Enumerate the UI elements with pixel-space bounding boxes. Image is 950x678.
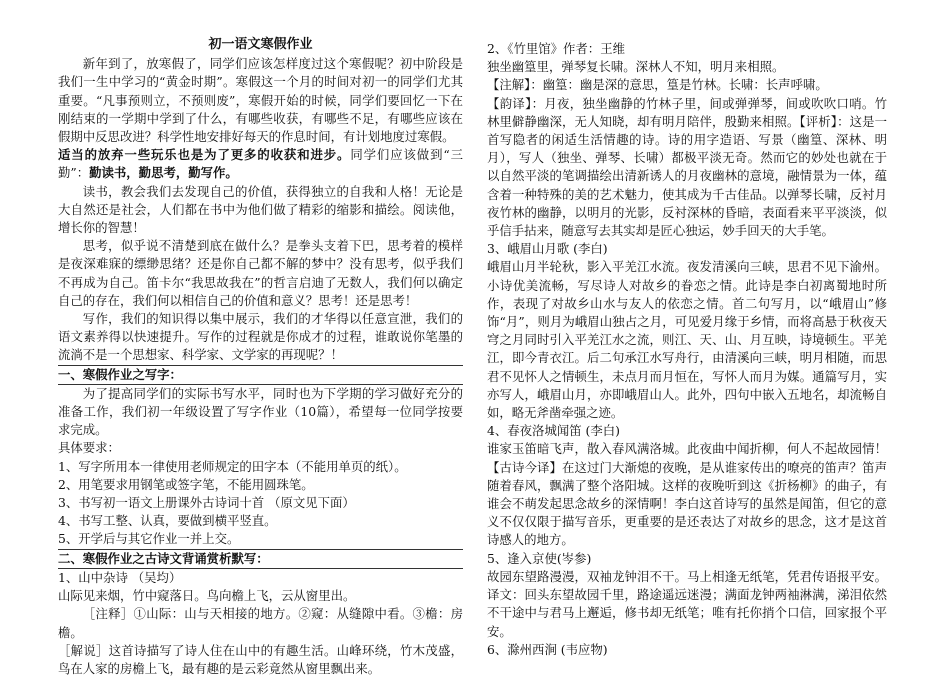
page-title: 初一语文寒假作业	[208, 37, 313, 52]
poem2-text: 独坐幽篁里，弹琴复长啸。深林人不知，明月来相照。	[487, 59, 785, 75]
requirement-item: 4、书写工整、认真，要做到横平竖直。	[58, 513, 277, 529]
poem1-text: 山际见来烟，竹中窥落日。鸟向檐上飞，云从窗里出。	[58, 588, 356, 604]
poem1-explanation: ［解说］这首诗描写了诗人住在山中的有趣生活。山峰环绕，竹木茂盛，鸟在人家的房檐上飞，最有趣的是云彩竟然从窗里飘出来。	[58, 642, 463, 676]
three-diligence-items: 勤读书，勤思考，勤写作。	[89, 165, 238, 181]
three-diligence-text: 同学们应该做到“三勤”：	[58, 147, 464, 181]
give-up-play-text: 适当的放弃一些玩乐也是为了更多的收获和进步。	[58, 147, 351, 163]
thinking-paragraph: 思考，似乎说不清楚到底在做什么？是拳头支着下巴，思考着的模样是夜深难寐的缥缈思绪？还是你自己都不解的梦中？没有思考，似乎我们不再成为自己。笛卡尔“我思故我在”的哲言启迪了无数人，我们何以确定自己的存在，我们何以相信自己的价值和意义？思考！还是思考！	[58, 238, 463, 308]
intro-paragraph: 新年到了，放寒假了，同学们应该怎样度过这个寒假呢？初中阶段是我们一生中学习的“黄金时期”。寒假这一个月的时间对初一的同学们尤其重要。“凡事预则立，不预则废”，寒假开始的时候，同学们要回忆一下在刚结束的一学期中学到了什么，有哪些收获，有哪些不足，有哪些应该在假期中反思改进？科学性地安排好每天的作息时间，有计划地度过寒假。	[58, 56, 463, 145]
poem2-title: 2、《竹里馆》作者：王维	[487, 41, 625, 56]
requirement-item: 3、书写初一语文上册课外古诗词十首 （原文见下面）	[58, 495, 355, 511]
poem1-note: ［注释］①山际：山与天相接的地方。②窥：从缝隙中看。③檐：房檐。	[58, 606, 463, 640]
right-column	[487, 40, 887, 659]
poem4-text: 谁家玉笛暗飞声，散入春风满洛城。此夜曲中闻折柳，何人不起故园情！【古诗今译】在这过门大渐熄的夜晚，是从谁家传出的嘹亮的笛声？笛声随着春风，飘满了整个洛阳城。这样的夜晚听到这《折杨柳》的曲子，有谁会不萌发起思念故乡的深情啊！李白这首诗写的虽然是闻笛，但它的意义不仅仅限于描写音乐，更重要的是还表达了对故乡的思念，这才是这首诗感人的地方。	[487, 441, 887, 548]
requirement-item: 5、开学后与其它作业一并上交。	[58, 531, 240, 547]
poem3-title: 3、峨眉山月歌 (李白)	[487, 241, 608, 257]
requirement-item: 2、用笔要求用钢笔或签字笔，不能用圆珠笔。	[58, 476, 314, 492]
reading-paragraph: 读书，教会我们去发现自己的价值，获得独立的自我和人格！无论是大自然还是社会，人们都在书中为他们做了精彩的缩影和描绘。阅读他，增长你的智慧！	[58, 183, 463, 236]
poem5-title: 5、逢入京使(岑参)	[487, 550, 592, 566]
section1-paragraph: 为了提高同学们的实际书写水平，同时也为下学期的学习做好充分的准备工作，我们初一年级设置了写字作业（10篇），希望每一位同学按要求完成。	[58, 385, 463, 438]
poem6-title: 6、滁州西涧 (韦应物)	[487, 641, 608, 657]
left-column	[58, 36, 463, 678]
section1-heading: 一、寒假作业之写字：	[58, 366, 182, 382]
section2-heading: 二、寒假作业之古诗文背诵赏析默写：	[58, 550, 269, 566]
poem5-text: 故园东望路漫漫，双袖龙钟泪不干。马上相逢无纸笔，凭君传语报平安。译文：回头东望故园千里，路途遥远迷漫；满面龙钟两袖淋满，涕泪依然不干途中与君马上邂逅，修书却无纸笔；唯有托你捎个口信，回家报个平安。	[487, 568, 887, 639]
requirement-item: 1、写字所用本一律使用老师规定的田字本（不能用单页的纸）。	[58, 458, 407, 474]
poem1-title: 1、山中杂诗 （吴均）	[58, 569, 182, 585]
poem2-note: 【注解】：幽篁：幽是深的意思，篁是竹林。长啸：长声呼啸。	[487, 77, 828, 93]
poem3-text: 峨眉山月半轮秋，影入平羌江水流。夜发清溪向三峡，思君不见下渝州。小诗优美流畅，写尽诗人对故乡的眷恋之情。此诗是李白初离蜀地时所作，表现了对故乡山水与友人的依恋之情。首二句写月，以“峨眉山”修饰“月”，则月为峨眉山独占之月，可见爱月缘于乡情，而将高悬于秋夜天穹之月同时引入平羌江水之流，则江、天、山、月互映，诗境顿生。平羌江，即今青衣江。后二句承江水写舟行，由清溪向三峡，明月相随，而思君不见怀人之情顿生，未点月而月恒在，写怀人而月为媒。通篇写月，实亦写人，峨眉山月，亦即峨眉山人。此外，四句中嵌入五地名，却流畅自如，略无斧凿牵强之迹。	[487, 259, 887, 421]
poem4-title: 4、春夜洛城闻笛 (李白)	[487, 423, 621, 439]
requirements-label: 具体要求：	[58, 440, 120, 456]
writing-paragraph: 写作，我们的知识得以集中展示，我们的才华得以任意宣泄，我们的语文素养得以快速提升。写作的过程就是你成才的过程，谁敢说你笔墨的流淌不是一个思想家、科学家、文学家的再现呢？！	[58, 311, 463, 363]
poem2-translation: 【韵译】：月夜，独坐幽静的竹林子里，间或弹弹琴，间或吹吹口哨。竹林里僻静幽深，无人知晓，却有明月陪伴，殷勤来相照。【评析】：这是一首写隐者的闲适生活情趣的诗。诗的用字造语、写景（幽篁、深林、明月），写人（独坐、弹琴、长啸）都极平淡无奇。然而它的妙处也就在于以自然平淡的笔调描绘出清新诱人的月夜幽林的意境，融情景为一体，蕴含着一种特殊的美的艺术魅力，使其成为千古佳品。以弹琴长啸，反衬月夜竹林的幽静，以明月的光影，反衬深林的昏暗，表面看来平平淡淡，似乎信手拈来，随意写去其实却是匠心独运，妙手回天的大手笔。	[487, 95, 887, 239]
three-diligence-paragraph	[58, 146, 463, 182]
